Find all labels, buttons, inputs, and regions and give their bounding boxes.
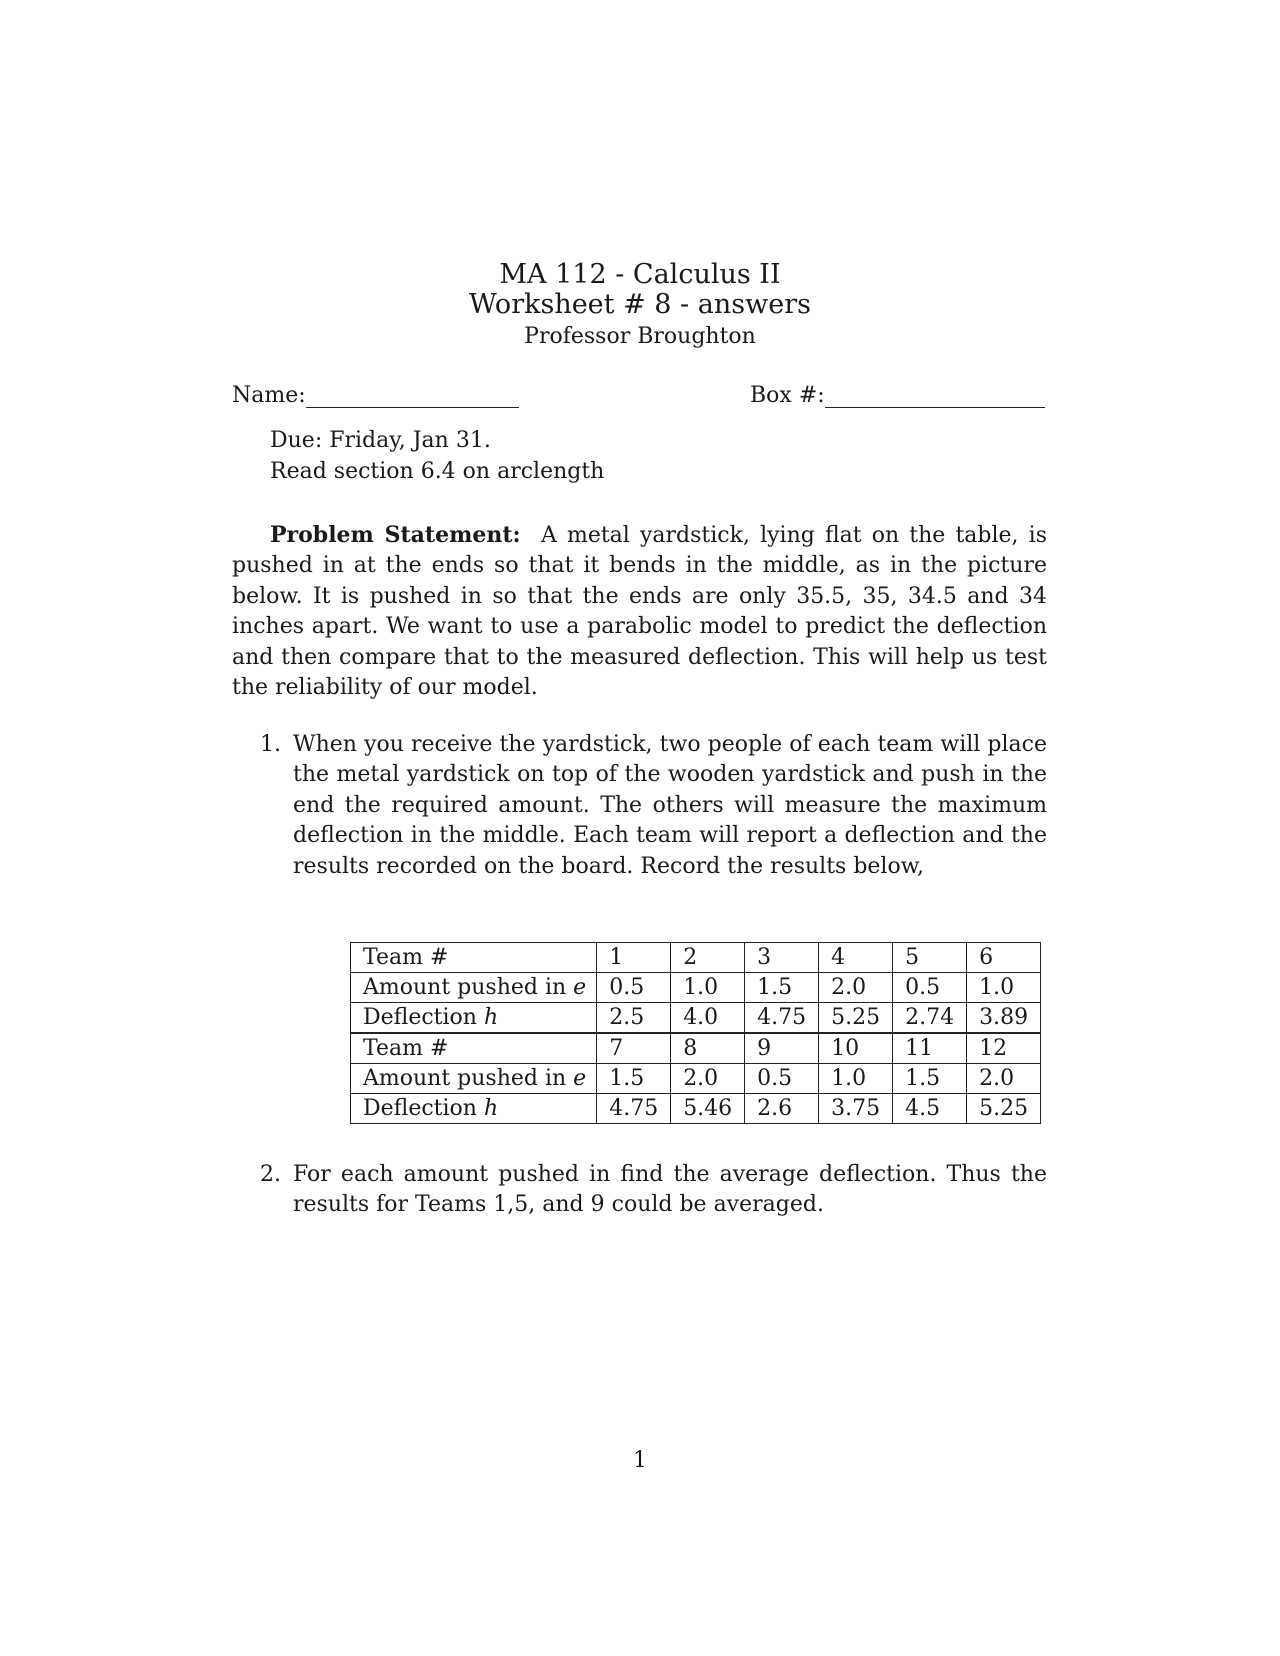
table-row xyxy=(351,973,1041,1003)
list-item-number: 1. xyxy=(260,732,281,757)
table-cell: 5 xyxy=(893,943,967,973)
deflection-label: Deflection h xyxy=(351,1094,597,1124)
table-cell: 2.0 xyxy=(967,1064,1041,1094)
table-cell: 3 xyxy=(745,943,819,973)
name-blank-line[interactable] xyxy=(306,389,519,408)
table-cell: 6 xyxy=(967,943,1041,973)
table-cell: 2.5 xyxy=(597,1003,671,1034)
team-label: Team # xyxy=(351,1033,597,1064)
problem-statement-text: A metal yardstick, lying flat on the table, is pushed in at the ends so that it bends in the middle, as in the picture below. It is pushed in so that the ends are only 35.5, 35, 34.5 and 34 inches apart. We want to use a parabolic model to predict the deflection and then compare that to the measured deflection. This will help us test the reliability of our model. xyxy=(232,523,1048,701)
list-item-text: When you receive the yardstick, two people of each team will place the metal yardstick on top of the wooden yardstick and push in the end the required amount. The others will measure the maximum deflection in the middle. Each team will report a deflection and the results recorded on the board. Record the results below, xyxy=(293,732,1047,879)
due-date: Due: Friday, Jan 31. xyxy=(270,428,491,453)
results-table xyxy=(350,942,1041,1124)
table-cell: 11 xyxy=(893,1033,967,1064)
table-cell: 5.46 xyxy=(671,1094,745,1124)
table-cell: 4.75 xyxy=(745,1003,819,1034)
table-cell: 1.5 xyxy=(597,1064,671,1094)
table-cell: 2 xyxy=(671,943,745,973)
table-cell: 2.0 xyxy=(819,973,893,1003)
table-row xyxy=(351,1094,1041,1124)
table-cell: 2.74 xyxy=(893,1003,967,1034)
table-cell: 3.75 xyxy=(819,1094,893,1124)
list-item-number: 2. xyxy=(260,1162,281,1187)
team-label: Team # xyxy=(351,943,597,973)
table-row xyxy=(351,943,1041,973)
document-header xyxy=(0,260,1280,352)
table-cell: 9 xyxy=(745,1033,819,1064)
worksheet-title: Worksheet # 8 - answers xyxy=(469,289,811,320)
name-label: Name: xyxy=(232,383,306,408)
table-cell: 0.5 xyxy=(745,1064,819,1094)
due-info xyxy=(270,425,604,487)
problem-statement-label: Problem Statement: xyxy=(270,522,521,548)
table-cell: 7 xyxy=(597,1033,671,1064)
table-cell: 0.5 xyxy=(597,973,671,1003)
table-cell: 5.25 xyxy=(967,1094,1041,1124)
box-number-field[interactable] xyxy=(750,383,1045,408)
list-item-text: For each amount pushed in find the average deflection. Thus the results for Teams 1,5, and 9 could be averaged. xyxy=(293,1162,1047,1218)
table-cell: 1.0 xyxy=(671,973,745,1003)
reading-assignment: Read section 6.4 on arclength xyxy=(270,459,605,484)
box-number-label: Box #: xyxy=(750,383,825,408)
table-cell: 3.89 xyxy=(967,1003,1041,1034)
table-cell: 4.75 xyxy=(597,1094,671,1124)
problem-statement xyxy=(232,520,1047,703)
deflection-label: Deflection h xyxy=(351,1003,597,1034)
table-cell: 10 xyxy=(819,1033,893,1064)
page-number: 1 xyxy=(633,1448,647,1473)
amount-label: Amount pushed in e xyxy=(351,973,597,1003)
table-cell: 4.5 xyxy=(893,1094,967,1124)
name-field[interactable] xyxy=(232,383,519,408)
list-item xyxy=(260,730,1047,882)
table-cell: 1.0 xyxy=(967,973,1041,1003)
amount-label: Amount pushed in e xyxy=(351,1064,597,1094)
table-cell: 1.5 xyxy=(745,973,819,1003)
table-cell: 2.6 xyxy=(745,1094,819,1124)
table-cell: 4 xyxy=(819,943,893,973)
list-item xyxy=(260,1160,1047,1221)
professor-name: Professor Broughton xyxy=(524,324,756,349)
table-cell: 4.0 xyxy=(671,1003,745,1034)
table-cell: 1.5 xyxy=(893,1064,967,1094)
table-row xyxy=(351,1064,1041,1094)
table-cell: 1 xyxy=(597,943,671,973)
table-row xyxy=(351,1003,1041,1034)
box-number-blank-line[interactable] xyxy=(825,389,1045,408)
course-title: MA 112 - Calculus II xyxy=(499,259,781,290)
table-row xyxy=(351,1033,1041,1064)
table-cell: 12 xyxy=(967,1033,1041,1064)
table-cell: 2.0 xyxy=(671,1064,745,1094)
table-cell: 1.0 xyxy=(819,1064,893,1094)
table-cell: 8 xyxy=(671,1033,745,1064)
table-cell: 0.5 xyxy=(893,973,967,1003)
table-cell: 5.25 xyxy=(819,1003,893,1034)
